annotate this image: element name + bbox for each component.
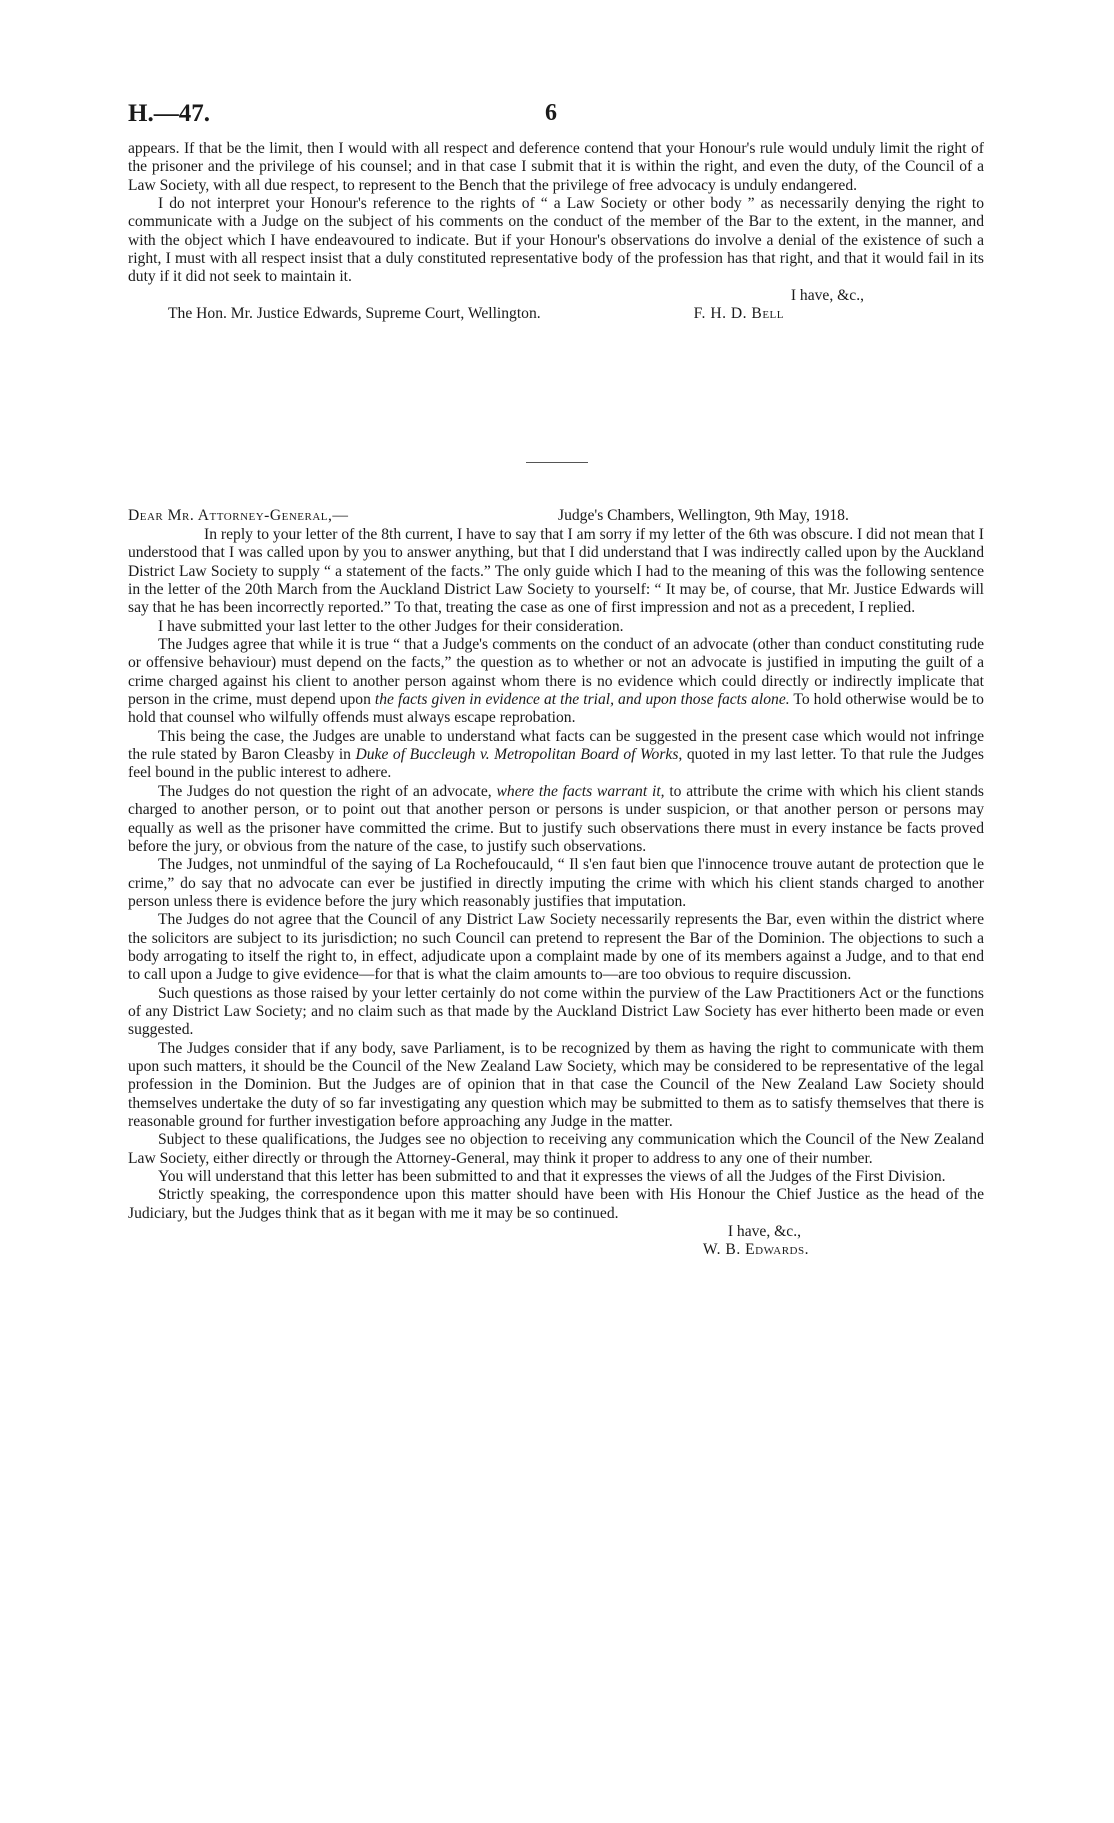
document-reference: H.—47. bbox=[128, 100, 210, 127]
paragraph: I do not interpret your Honour's reference to the rights of “ a Law Society or other body ” as necessarily denying the right to communicate with a Judge on the subject of his comments on the conduct of the member of the Bar to the extent, in the manner, and with the object which I have endeavoured to indicate. But if your Honour's observations do involve a denial of the existence of such a right, I must with all respect insist that a duly constituted representative body of the profession has that right, and that it would fail in its duty if it did not seek to maintain it. bbox=[128, 195, 984, 286]
separator-rule bbox=[526, 462, 588, 463]
signature-edwards: W. B. Edwards. bbox=[702, 1241, 809, 1259]
page-number: 6 bbox=[545, 100, 557, 126]
letter-bell bbox=[128, 140, 984, 325]
paragraph: This being the case, the Judges are unable to understand what facts can be suggested in the present case which would not infringe the rule stated by Baron Cleasby in Duke of Buccleugh v. Metropolitan Board of Works, quoted in my last letter. To that rule the Judges feel bound in the public interest to adhere. bbox=[128, 727, 984, 782]
paragraph: In reply to your letter of the 8th current, I have to say that I am sorry if my letter of the 6th was obscure. I did not mean that I understood that I was called upon by you to answer anything, but that I did understand that I was indirectly called upon by the Auckland District Law Society to supply “ a statement of the facts.” The only guide which I had to the meaning of this was the following sentence in the letter of the 20th March from the Auckland District Law Society to yourself: “ It may be, of course, that Mr. Justice Edwards will say that he has been incorrectly reported.” To that, treating the case as one of first impression and not as a precedent, I replied. bbox=[128, 526, 984, 617]
letter-edwards bbox=[128, 507, 984, 1260]
closing-formula: I have, &c., bbox=[727, 1223, 801, 1241]
paragraph: You will understand that this letter has been submitted to and that it expresses the views of all the Judges of the First Division. bbox=[158, 1168, 946, 1186]
paragraph: The Judges do not agree that the Council of any District Law Society necessarily represents the Bar, even within the district where the solicitors are subject to its jurisdiction; no such Council can pretend to represent the Bar of the Dominion. The objections to such a body arrogating to itself the right to, in effect, adjudicate upon a complaint made by one of its members against a Judge, and to that end to call upon a Judge to give evidence—for that is what the claim amounts to—are too obvious to require discussion. bbox=[128, 911, 984, 984]
dateline: Judge's Chambers, Wellington, 9th May, 1918. bbox=[558, 507, 849, 524]
signature-bell: F. H. D. Bell bbox=[693, 305, 784, 323]
page-header bbox=[128, 100, 988, 132]
addressee-line: The Hon. Mr. Justice Edwards, Supreme Court, Wellington. bbox=[168, 305, 541, 323]
paragraph: The Judges consider that if any body, save Parliament, is to be recognized by them as having the right to communicate with them upon such matters, it should be the Council of the New Zealand Law Society, which may be considered to be representative of the legal profession in the Dominion. But the Judges are of opinion that in that case the Council of the New Zealand Law Society should themselves undertake the duty of so far investigating any question which may be submitted to them as to satisfy themselves that there is reasonable ground for further investigation before approaching any Judge in the matter. bbox=[128, 1039, 984, 1130]
paragraph: I have submitted your last letter to the other Judges for their consideration. bbox=[158, 617, 624, 635]
paragraph: appears. If that be the limit, then I would with all respect and deference contend that your Honour's rule would unduly limit the right of the prisoner and the privilege of his counsel; and in that case I submit that it is within the right, and even the duty, of the Council of a Law Society, with all due respect, to represent to the Bench that the privilege of free advocacy is unduly endangered. bbox=[128, 140, 984, 194]
closing-formula: I have, &c., bbox=[790, 286, 864, 304]
paragraph: Strictly speaking, the correspondence upon this matter should have been with His Honour the Chief Justice as the head of the Judiciary, but the Judges think that as it began with me it may be so continued. bbox=[128, 1186, 984, 1222]
paragraph: The Judges agree that while it is true “ that a Judge's comments on the conduct of an advocate (other than conduct constituting rude or offensive behaviour) must depend on the facts,” the question as to whether or not an advocate is justified in imputing the guilt of a crime charged against his client to another person against whom there is no evidence which could directly or indirectly implicate that person in the crime, must depend upon the facts given in evidence at the trial, and upon those facts alone. To hold otherwise would be to hold that counsel who wilfully offends must always escape reprobation. bbox=[128, 636, 984, 727]
paragraph: Such questions as those raised by your letter certainly do not come within the purview of the Law Practitioners Act or the functions of any District Law Society; and no claim such as that made by the Auckland District Law Society has ever hitherto been made or even suggested. bbox=[128, 984, 984, 1039]
paragraph: The Judges do not question the right of an advocate, where the facts warrant it, to attribute the crime with which his client stands charged to another person, or to point out that another person or persons is under suspicion, or that another person or persons may equally as well as the prisoner have committed the crime. But to justify such observations there must in every instance be facts proved before the jury, or obvious from the nature of the case, to justify such observations. bbox=[128, 782, 984, 855]
salutation: Dear Mr. Attorney-General,— bbox=[128, 507, 349, 524]
paragraph: Subject to these qualifications, the Judges see no objection to receiving any communication which the Council of the New Zealand Law Society, either directly or through the Attorney-General, may think it proper to address to any one of their number. bbox=[128, 1131, 984, 1167]
paragraph: The Judges, not unmindful of the saying of La Rochefoucauld, “ Il s'en faut bien que l'innocence trouve autant de protection que le crime,” do say that no advocate can ever be justified in directly imputing the crime with which his client stands charged to another person unless there is evidence before the jury which reasonably justifies that imputation. bbox=[128, 856, 984, 910]
